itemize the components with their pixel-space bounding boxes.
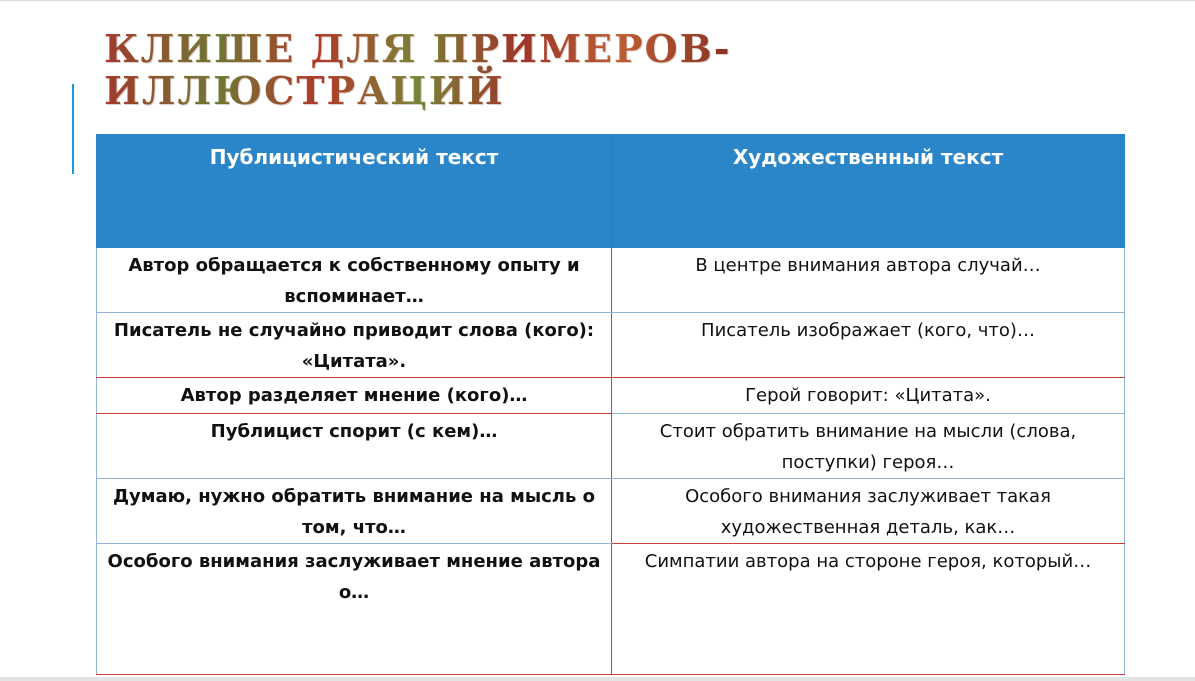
cell-artistic: Особого внимания заслуживает такая художественная деталь, как… bbox=[612, 479, 1125, 544]
table-row bbox=[97, 248, 1125, 313]
cell-artistic: Писатель изображает (кого, что)… bbox=[612, 313, 1125, 378]
header-artistic: Художественный текст bbox=[612, 135, 1125, 248]
cell-publicistic: Автор разделяет мнение (кого)… bbox=[97, 378, 612, 414]
table-row bbox=[97, 313, 1125, 378]
slide-bottom-border bbox=[0, 677, 1195, 681]
table-row bbox=[97, 479, 1125, 544]
cell-artistic: Симпатии автора на стороне героя, который… bbox=[612, 544, 1125, 675]
slide-title-line-1: КЛИШЕ ДЛЯ ПРИМЕРОВ- bbox=[104, 26, 732, 71]
cell-publicistic: Писатель не случайно приводит слова (кого): «Цитата». bbox=[97, 313, 612, 378]
cell-publicistic: Особого внимания заслуживает мнение автора о… bbox=[97, 544, 612, 675]
slide-top-border bbox=[0, 0, 1195, 1]
cell-artistic: В центре внимания автора случай… bbox=[612, 248, 1125, 313]
table-row bbox=[97, 414, 1125, 479]
header-publicistic: Публицистический текст bbox=[97, 135, 612, 248]
cell-publicistic: Автор обращается к собственному опыту и вспоминает… bbox=[97, 248, 612, 313]
table-row bbox=[97, 544, 1125, 675]
table-header-row bbox=[97, 135, 1125, 248]
cliche-table bbox=[96, 134, 1125, 675]
cell-artistic: Стоит обратить внимание на мысли (слова, поступки) героя… bbox=[612, 414, 1125, 479]
slide-title-line-2: ИЛЛЮСТРАЦИЙ bbox=[104, 68, 505, 113]
cell-artistic: Герой говорит: «Цитата». bbox=[612, 378, 1125, 414]
slide-title bbox=[104, 28, 732, 112]
table-row bbox=[97, 378, 1125, 414]
cell-publicistic: Думаю, нужно обратить внимание на мысль о том, что… bbox=[97, 479, 612, 544]
text-cursor bbox=[72, 84, 74, 174]
cell-publicistic: Публицист спорит (с кем)… bbox=[97, 414, 612, 479]
